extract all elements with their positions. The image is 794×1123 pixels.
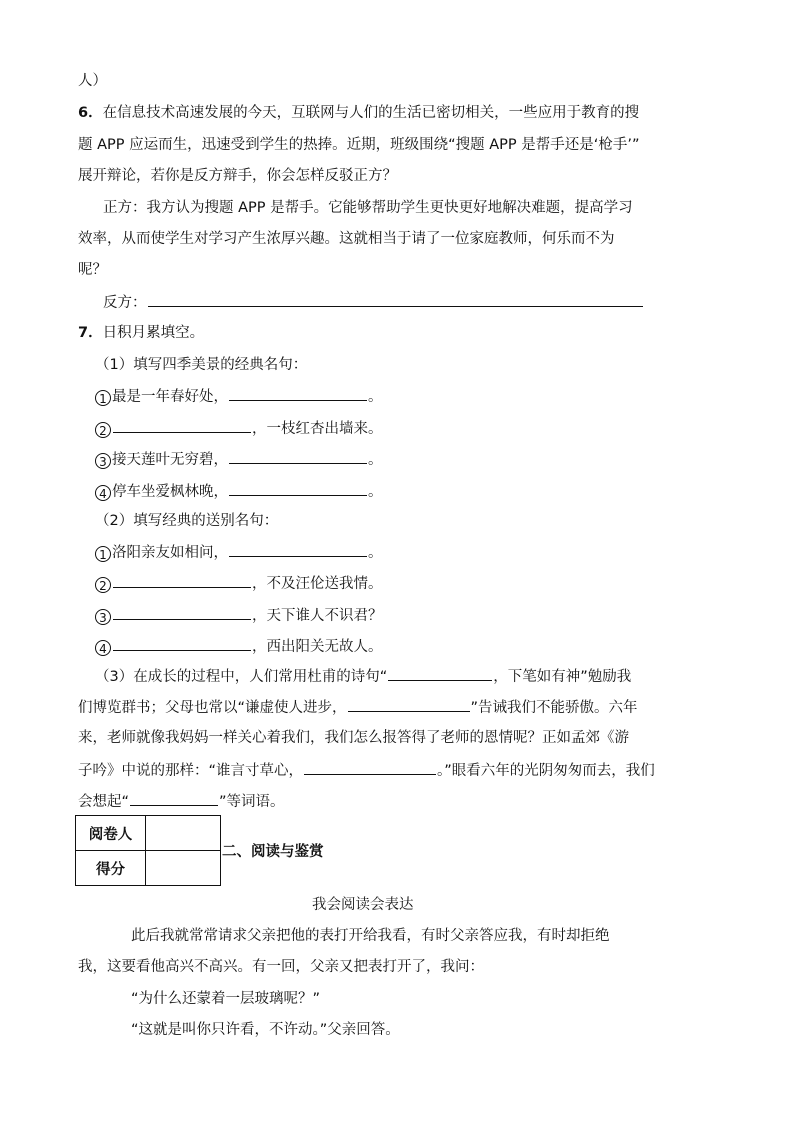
item-text-after: ，一枝红杏出墙来。 xyxy=(252,421,383,437)
q7-part3-text: ”告诫我们不能骄傲。六年 xyxy=(470,700,638,716)
q7-part2-heading: （2）填写经典的送别名句： xyxy=(95,513,279,529)
q7-part1-item xyxy=(95,418,383,439)
answer-blank[interactable] xyxy=(113,418,251,433)
item-text-after: ，西出阳关无故人。 xyxy=(252,639,383,655)
item-text-after: 。 xyxy=(368,452,383,468)
q7-part3-line-5 xyxy=(78,791,285,812)
q7-part3-text: 们博览群书；父母也常以“谦虚使人进步， xyxy=(78,700,347,716)
q6-line-2: 题 APP 应运而生，迅速受到学生的热捧。近期，班级围绕“搜题 APP 是帮手还是‘枪手’” xyxy=(78,137,640,153)
item-text-after: 。 xyxy=(368,545,383,561)
score-label: 得分 xyxy=(76,851,146,886)
section-2-title: 二、阅读与鉴赏 xyxy=(222,844,324,860)
answer-blank[interactable] xyxy=(113,573,251,588)
q6-con-label: 反方： xyxy=(103,295,147,311)
answer-blank[interactable] xyxy=(229,449,367,464)
q6-pro-line-3: 呢？ xyxy=(78,262,107,278)
answer-blank[interactable] xyxy=(348,697,470,712)
q7-part2-item xyxy=(95,605,383,626)
circled-number: 4 xyxy=(95,485,111,501)
answer-blank[interactable] xyxy=(229,481,367,496)
circled-number: 1 xyxy=(95,546,111,562)
q7-part1-item xyxy=(95,481,383,502)
q7-part3-text: 。”眼看六年的光阴匆匆而去，我们 xyxy=(437,763,655,779)
answer-blank[interactable] xyxy=(388,666,492,681)
q6-con-answer-blank[interactable] xyxy=(148,292,643,307)
q7-part3-line-4 xyxy=(78,760,655,781)
q6-pro-line-1: 正方：我方认为搜题 APP 是帮手。它能够帮助学生更快更好地解决难题，提高学习 xyxy=(103,200,633,216)
item-text-after: 。 xyxy=(368,389,383,405)
reading-p3: “这就是叫你只许看，不许动。”父亲回答。 xyxy=(131,1022,400,1038)
q7-number: 7． xyxy=(78,325,103,341)
q6-con-line xyxy=(103,292,644,313)
q7-part3-text: ”等词语。 xyxy=(219,794,285,810)
q7-title: 日积月累填空。 xyxy=(102,325,205,341)
item-text-after: 。 xyxy=(368,484,383,500)
reading-title: 我会阅读会表达 xyxy=(312,897,414,913)
item-text-before: 停车坐爱枫林晚， xyxy=(112,484,228,500)
reading-p1-line-1: 此后我就常常请求父亲把他的表打开给我看，有时父亲答应我，有时却拒绝 xyxy=(131,928,610,944)
q7-part3-line-2 xyxy=(78,697,638,718)
q7-part1-heading: （1）填写四季美景的经典名句： xyxy=(95,357,308,373)
q7-part3-text: （3）在成长的过程中，人们常用杜甫的诗句“ xyxy=(95,669,388,685)
q5-tail: 人） xyxy=(78,73,107,89)
item-text-after: ，不及汪伦送我情。 xyxy=(252,576,383,592)
q7-part1-item xyxy=(95,386,383,407)
q7-part2-item xyxy=(95,573,383,594)
q7-part3-text: ，下笔如有神”勉励我 xyxy=(493,669,632,685)
score-table xyxy=(75,815,221,886)
q7-part2-item xyxy=(95,542,383,563)
q6-number: 6． xyxy=(78,105,103,121)
q6-pro-line-2: 效率，从而使学生对学习产生浓厚兴趣。这就相当于请了一位家庭教师，何乐而不为 xyxy=(78,231,615,247)
answer-blank[interactable] xyxy=(130,791,218,806)
circled-number: 2 xyxy=(95,422,111,438)
q7-part1-item xyxy=(95,449,383,470)
item-text-before: 接天莲叶无穷碧， xyxy=(112,452,228,468)
circled-number: 1 xyxy=(95,390,111,406)
answer-blank[interactable] xyxy=(304,760,436,775)
reading-p1-line-2: 我，这要看他高兴不高兴。有一回，父亲又把表打开了，我问： xyxy=(78,959,484,975)
q7-part3-text: 子吟》中说的那样：“谁言寸草心， xyxy=(78,763,304,779)
answer-blank[interactable] xyxy=(113,636,251,651)
score-table-row xyxy=(76,816,221,851)
q7-part3-line-1 xyxy=(95,666,631,687)
reviewer-cell[interactable] xyxy=(146,816,221,851)
score-cell[interactable] xyxy=(146,851,221,886)
item-text-before: 洛阳亲友如相问， xyxy=(112,545,228,561)
score-table-row xyxy=(76,851,221,886)
q6-text-1: 在信息技术高速发展的今天，互联网与人们的生活已密切相关，一些应用于教育的搜 xyxy=(102,105,640,121)
circled-number: 3 xyxy=(95,453,111,469)
reviewer-label: 阅卷人 xyxy=(76,816,146,851)
q6-line-1 xyxy=(78,103,639,123)
q7-part3-text: 会想起“ xyxy=(78,794,130,810)
q7-part3-line-3: 来，老师就像我妈妈一样关心着我们，我们怎么报答得了老师的恩情呢？正如孟郊《游 xyxy=(78,730,629,746)
item-text-after: ，天下谁人不识君？ xyxy=(252,608,383,624)
q6-line-3: 展开辩论，若你是反方辩手，你会怎样反驳正方？ xyxy=(78,168,397,184)
q7-title-line xyxy=(78,323,204,343)
circled-number: 3 xyxy=(95,609,111,625)
circled-number: 4 xyxy=(95,640,111,656)
answer-blank[interactable] xyxy=(229,386,367,401)
circled-number: 2 xyxy=(95,577,111,593)
answer-blank[interactable] xyxy=(113,605,251,620)
reading-p2: “为什么还蒙着一层玻璃呢？” xyxy=(131,991,321,1007)
q7-part2-item xyxy=(95,636,383,657)
item-text-before: 最是一年春好处， xyxy=(112,389,228,405)
answer-blank[interactable] xyxy=(229,542,367,557)
